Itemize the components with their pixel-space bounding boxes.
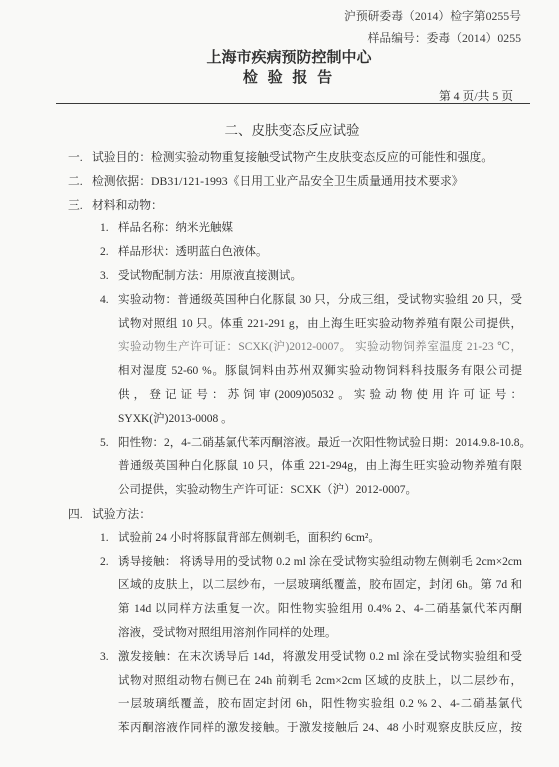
item-number: 3. — [100, 269, 109, 282]
header-divider — [56, 103, 530, 104]
method-item-3-continuation: 苯丙酮溶液作同样的激发接触。于激发接触后 24、48 小时观察皮肤反应，按 — [118, 722, 522, 735]
material-item-4 — [0, 289, 559, 313]
report-body — [0, 146, 559, 741]
section-number: 一. — [68, 150, 83, 164]
method-item-3 — [0, 646, 559, 670]
material-item-4-continuation: 实验动物生产许可证：SCXK(沪)2012-0007。 实验动物饲养室温度 21-23 ℃， — [118, 341, 522, 354]
material-item-4-continuation: SYXK(沪)2013-0008 。 — [118, 412, 233, 425]
item-number: 4. — [100, 293, 109, 306]
material-item-5-continuation: 普通级英国种白化豚鼠 10 只，体重 221-294g，由上海生旺实验动物养殖有限 — [118, 460, 522, 473]
item-number: 2. — [100, 246, 109, 259]
basis-line — [0, 170, 559, 194]
purpose-text: 试验目的：检测实验动物重复接触受试物产生皮肤变态反应的可能性和强度。 — [92, 150, 494, 164]
section-number: 三. — [68, 197, 83, 212]
method-item-3-continuation: 一层玻璃纸覆盖，胶布固定封闭 6h，阳性物实验组 0.2 % 2、4-二硝基氯代 — [118, 698, 522, 711]
method-item-2-continuation: 区域的皮肤上，以二层纱布，一层玻璃纸覆盖，胶布固定，封闭 6h。第 7d 和 — [118, 579, 522, 592]
method-item-2 — [0, 551, 559, 575]
item-number: 1. — [100, 531, 109, 544]
material-item-4-continuation: 相对湿度 52-60 %。豚鼠饲料由苏州双狮实验动物饲料科技服务有限公司提 — [118, 365, 522, 378]
material-item-4-continuation: 供，登记证号：苏饲审(2009)05032。实验动物使用许可证号： — [118, 388, 522, 401]
section-number: 二. — [68, 173, 83, 188]
method-item-text: 试验前 24 小时将豚鼠背部左侧剃毛，面积约 6cm²。 — [118, 531, 380, 544]
item-number: 3. — [100, 650, 109, 663]
method-item-2-continuation: 溶液，受试物对照组用溶剂作同样的处理。 — [118, 626, 337, 639]
material-item-5 — [0, 432, 559, 456]
purpose-line — [0, 146, 559, 170]
materials-heading — [0, 194, 559, 218]
methods-heading — [0, 503, 559, 527]
material-item-text: 受试物配制方法：用原液直接测试。 — [118, 269, 302, 282]
report-number: 沪预研委毒（2014）检字第0255号 — [344, 9, 521, 23]
material-item-5-continuation: 公司提供，实验动物生产许可证：SCXK（沪）2012-0007。 — [118, 484, 418, 497]
item-number: 1. — [100, 222, 109, 235]
material-item-2 — [0, 241, 559, 265]
material-item-text: 样品名称：纳米光触媒 — [118, 222, 233, 235]
method-item-2-continuation: 第 14d 以同样方法重复一次。阳性物实验组用 0.4% 2、4-二硝基氯代苯丙酮 — [118, 603, 522, 616]
material-item-text: 样品形状：透明蓝白色液体。 — [118, 246, 268, 259]
section-number: 四. — [68, 506, 83, 521]
section-title: 二、皮肤变态反应试验 — [224, 123, 360, 138]
material-item-4-continuation: 试物对照组 10 只。体重 221-291 g，由上海生旺实验动物养殖有限公司提供， — [118, 317, 522, 330]
methods-heading-text: 试验方法： — [92, 506, 151, 521]
material-item-1 — [0, 217, 559, 241]
method-item-3-continuation: 试物对照组动物右侧已在 24h 前剃毛 2cm×2cm 区域的皮肤上，以二层纱布， — [118, 674, 522, 687]
method-item-text: 激发接触：在末次诱导后 14d，将激发用受试物 0.2 ml 涂在受试物实验组和受 — [118, 650, 522, 663]
material-item-3 — [0, 265, 559, 289]
page-indicator: 第 4 页/共 5 页 — [438, 89, 513, 103]
basis-text: 检测依据：DB31/121-1993《日用工业产品安全卫生质量通用技术要求》 — [92, 173, 464, 188]
material-item-text: 阳性物：2，4-二硝基氯代苯丙酮溶液。最近一次阳性物试验日期：2014.9.8-10.8。 — [118, 436, 532, 449]
material-item-text: 实验动物：普通级英国种白化豚鼠 30 只，分成三组，受试物实验组 20 只，受 — [118, 293, 522, 306]
method-item-1 — [0, 527, 559, 551]
item-number: 2. — [100, 555, 109, 568]
materials-heading-text: 材料和动物： — [92, 197, 163, 212]
document-title: 检 验 报 告 — [242, 70, 336, 86]
sample-number: 样品编号：委毒（2014）0255 — [367, 31, 521, 45]
item-number: 5. — [100, 436, 109, 449]
method-item-text: 诱导接触： 将诱导用的受试物 0.2 ml 涂在受试物实验组动物左侧剃毛 2cm×2cm — [118, 555, 522, 568]
organization-name: 上海市疾病预防控制中心 — [206, 50, 372, 66]
